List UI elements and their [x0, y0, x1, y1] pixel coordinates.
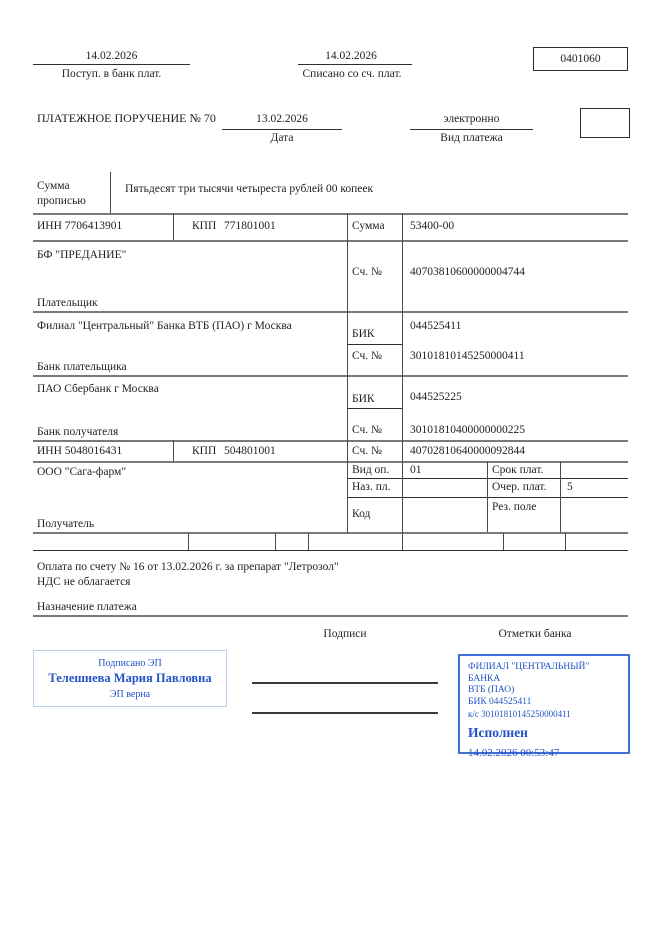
rule	[33, 532, 628, 534]
payer-name: БФ "ПРЕДАНИЕ"	[37, 249, 127, 261]
electronic-signature-stamp	[33, 650, 227, 707]
debited-date: 14.02.2026	[325, 50, 377, 62]
bank-marks-heading: Отметки банка	[498, 628, 572, 640]
bik-cell-rule	[347, 408, 402, 409]
amount-words-label-1: Сумма	[37, 180, 70, 192]
sum-value: 53400-00	[410, 220, 455, 232]
rule	[33, 311, 628, 313]
rule	[33, 461, 628, 463]
form-code-box	[533, 47, 628, 71]
rule	[33, 375, 628, 377]
payer-account: 40703810600000004744	[410, 266, 525, 278]
debited-underline	[298, 64, 412, 65]
payment-kind-label: Вид платежа	[440, 132, 503, 144]
payee-bank-label: Банк получателя	[37, 426, 119, 438]
signature-line-1	[252, 682, 438, 684]
amount-words-divider	[110, 172, 111, 213]
amount-in-words: Пятьдесят три тысячи четыреста рублей 00 копеек	[125, 183, 374, 195]
bottom-row-divider	[275, 533, 276, 550]
payee-kpp: 504801001	[224, 445, 276, 457]
document-date: 13.02.2026	[256, 113, 308, 125]
payee-kpp-label: КПП	[192, 445, 217, 457]
payer-label: Плательщик	[37, 297, 98, 309]
signatures-heading: Подписи	[323, 628, 367, 640]
stamp-bank-name-line-1: ФИЛИАЛ "ЦЕНТРАЛЬНЫЙ" БАНКА	[468, 662, 590, 684]
payee-name: ООО "Сага-фарм"	[37, 466, 127, 478]
form-code: 0401060	[560, 53, 601, 65]
purpose-label: Назначение платежа	[37, 601, 137, 613]
inn-kpp-divider	[173, 440, 174, 461]
payee-bank-bik-label: БИК	[352, 393, 375, 405]
payer-account-label: Сч. №	[352, 266, 383, 278]
bottom-row-divider	[308, 533, 309, 550]
payee-bank-name: ПАО Сбербанк г Москва	[37, 383, 159, 395]
bank-execution-stamp	[458, 654, 630, 759]
op-type-label: Вид оп.	[352, 464, 390, 476]
received-in-bank-label: Поступ. в банк плат.	[61, 68, 162, 80]
date-label: Дата	[270, 132, 294, 144]
rule	[33, 550, 628, 551]
purpose-rule	[33, 615, 628, 617]
rule	[33, 440, 628, 442]
payer-kpp: 771801001	[224, 220, 276, 232]
term-value-divider	[560, 461, 561, 532]
payee-account: 40702810640000092844	[410, 445, 525, 457]
payer-bank-account: 30101810145250000411	[410, 350, 525, 362]
payer-bank-name: Филиал "Центральный" Банка ВТБ (ПАО) г Москва	[37, 320, 292, 332]
ep-valid-label: ЭП верна	[109, 689, 151, 700]
term-column-divider	[487, 461, 488, 532]
stamp-datetime: 14.02.2026 00:53:47	[468, 746, 560, 759]
status-code-box	[580, 108, 630, 138]
purpose-line-2: НДС не облагается	[37, 576, 131, 588]
payee-account-label: Сч. №	[352, 445, 383, 457]
payer-bank-bik: 044525411	[410, 320, 462, 332]
payee-bank-account: 30101810400000000225	[410, 424, 525, 436]
pay-term-label: Срок плат.	[492, 464, 544, 476]
payee-inn: ИНН 5048016431	[37, 445, 123, 457]
signer-name: Телешнева Мария Павловна	[48, 671, 212, 685]
payer-bank-account-label: Сч. №	[352, 350, 383, 362]
value-column-divider	[402, 213, 403, 550]
bottom-row-divider	[188, 533, 189, 550]
stamp-bank-name-line-2: ВТБ (ПАО)	[468, 685, 515, 696]
payee-label: Получатель	[37, 518, 95, 530]
amount-words-label-2: прописью	[37, 195, 86, 207]
payee-bank-bik: 044525225	[410, 391, 462, 403]
inn-kpp-divider	[173, 213, 174, 240]
payer-inn: ИНН 7706413901	[37, 220, 123, 232]
label-column-divider	[347, 213, 348, 533]
bik-cell-rule	[347, 344, 402, 345]
signature-line-2	[252, 712, 438, 714]
stamp-bik: БИК 044525411	[468, 696, 532, 707]
stamp-corr-account: к/с 30101810145250000411	[468, 709, 571, 720]
payment-kind-value: электронно	[443, 113, 500, 125]
rule	[33, 240, 628, 242]
op-type-value: 01	[410, 464, 422, 476]
reserve-field-label: Рез. поле	[492, 501, 537, 513]
debited-label: Списано со сч. плат.	[302, 68, 402, 80]
bottom-row-divider	[503, 533, 504, 550]
payee-bank-account-label: Сч. №	[352, 424, 383, 436]
document-title: ПЛАТЕЖНОЕ ПОРУЧЕНИЕ № 70	[37, 111, 216, 125]
stamp-status: Исполнен	[468, 725, 528, 741]
pay-order-label: Очер. плат.	[492, 481, 547, 493]
code-label: Код	[352, 508, 371, 520]
pay-purpose-code-label: Наз. пл.	[352, 481, 391, 493]
bottom-row-divider	[565, 533, 566, 550]
signed-by-ep-label: Подписано ЭП	[98, 658, 162, 669]
payment-kind-underline	[410, 129, 533, 130]
payer-kpp-label: КПП	[192, 220, 217, 232]
rule	[33, 213, 628, 215]
payer-bank-label: Банк плательщика	[37, 361, 127, 373]
date-underline	[222, 129, 342, 130]
purpose-line-1: Оплата по счету № 16 от 13.02.2026 г. за препарат "Летрозол"	[37, 561, 339, 573]
received-in-bank-underline	[33, 64, 190, 65]
sum-label: Сумма	[352, 220, 385, 232]
pay-order-value: 5	[567, 481, 573, 493]
received-in-bank-date: 14.02.2026	[85, 50, 138, 62]
payer-bank-bik-label: БИК	[352, 328, 375, 340]
